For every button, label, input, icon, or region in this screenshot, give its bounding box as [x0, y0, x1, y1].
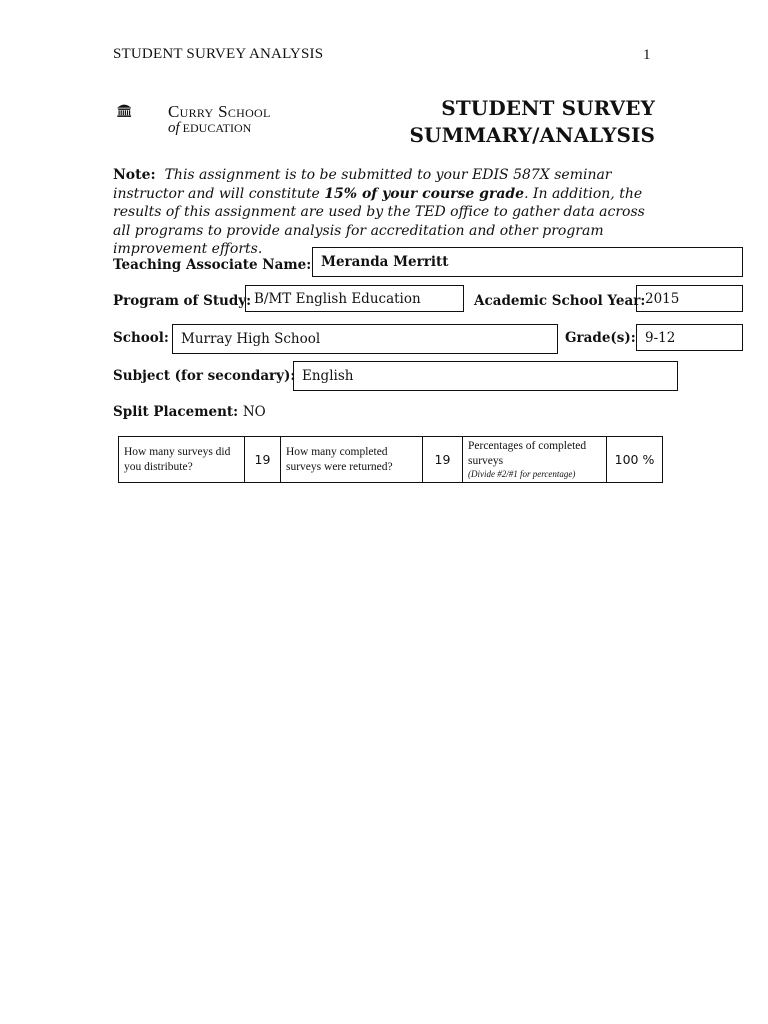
q-distributed: How many surveys did you distribute?	[119, 437, 245, 483]
note-text1: This assignment is to be submitted to your EDIS 587X seminar instructor and will constitute	[113, 167, 612, 202]
note-emphasis: 15% of your course grade	[324, 185, 525, 202]
year-field[interactable]: 2015	[636, 285, 743, 312]
split-label: Split Placement:	[113, 404, 239, 420]
title-line1: STUDENT SURVEY	[441, 96, 655, 120]
note-paragraph	[113, 166, 658, 259]
rotunda-logo-icon	[117, 86, 165, 134]
a-returned[interactable]: 19	[423, 437, 463, 483]
logo-of: of	[168, 120, 180, 136]
running-head: STUDENT SURVEY ANALYSIS	[113, 46, 324, 62]
split-placement	[113, 404, 266, 420]
logo-line1: Curry School	[168, 102, 271, 121]
ta-name-label: Teaching Associate Name:	[113, 257, 312, 273]
split-value: NO	[242, 404, 266, 420]
year-label: Academic School Year:	[474, 293, 646, 309]
a-percentage[interactable]: 100 %	[607, 437, 663, 483]
school-field[interactable]: Murray High School	[172, 324, 558, 354]
program-field[interactable]: B/MT English Education	[245, 285, 464, 312]
page-number: 1	[643, 47, 651, 63]
subject-label: Subject (for secondary):	[113, 368, 296, 384]
subject-field[interactable]: English	[293, 361, 678, 391]
q-returned: How many completed surveys were returned?	[281, 437, 423, 483]
table-row	[119, 437, 663, 483]
q-percentage-hint: (Divide #2/#1 for percentage)	[468, 469, 576, 479]
ta-name-field[interactable]: Meranda Merritt	[312, 247, 743, 277]
logo-line2	[168, 120, 251, 137]
logo-education: EDUCATION	[182, 121, 252, 135]
a-distributed[interactable]: 19	[245, 437, 281, 483]
q-percentage-text: Percentages of completed surveys	[468, 440, 587, 467]
survey-stats-table	[118, 436, 663, 483]
school-label: School:	[113, 330, 169, 346]
q-percentage	[463, 437, 607, 483]
document-title	[410, 95, 656, 149]
note-label: Note:	[113, 167, 156, 183]
note-text2: . In addition, the results of this assignment are used by the TED office to gather data across all programs to provide analysis for accreditation and other program improvement efforts.	[113, 185, 645, 257]
program-label: Program of Study:	[113, 293, 252, 309]
grades-field[interactable]: 9-12	[636, 324, 743, 351]
title-line2: SUMMARY/ANALYSIS	[409, 123, 655, 147]
grades-label: Grade(s):	[565, 330, 636, 346]
